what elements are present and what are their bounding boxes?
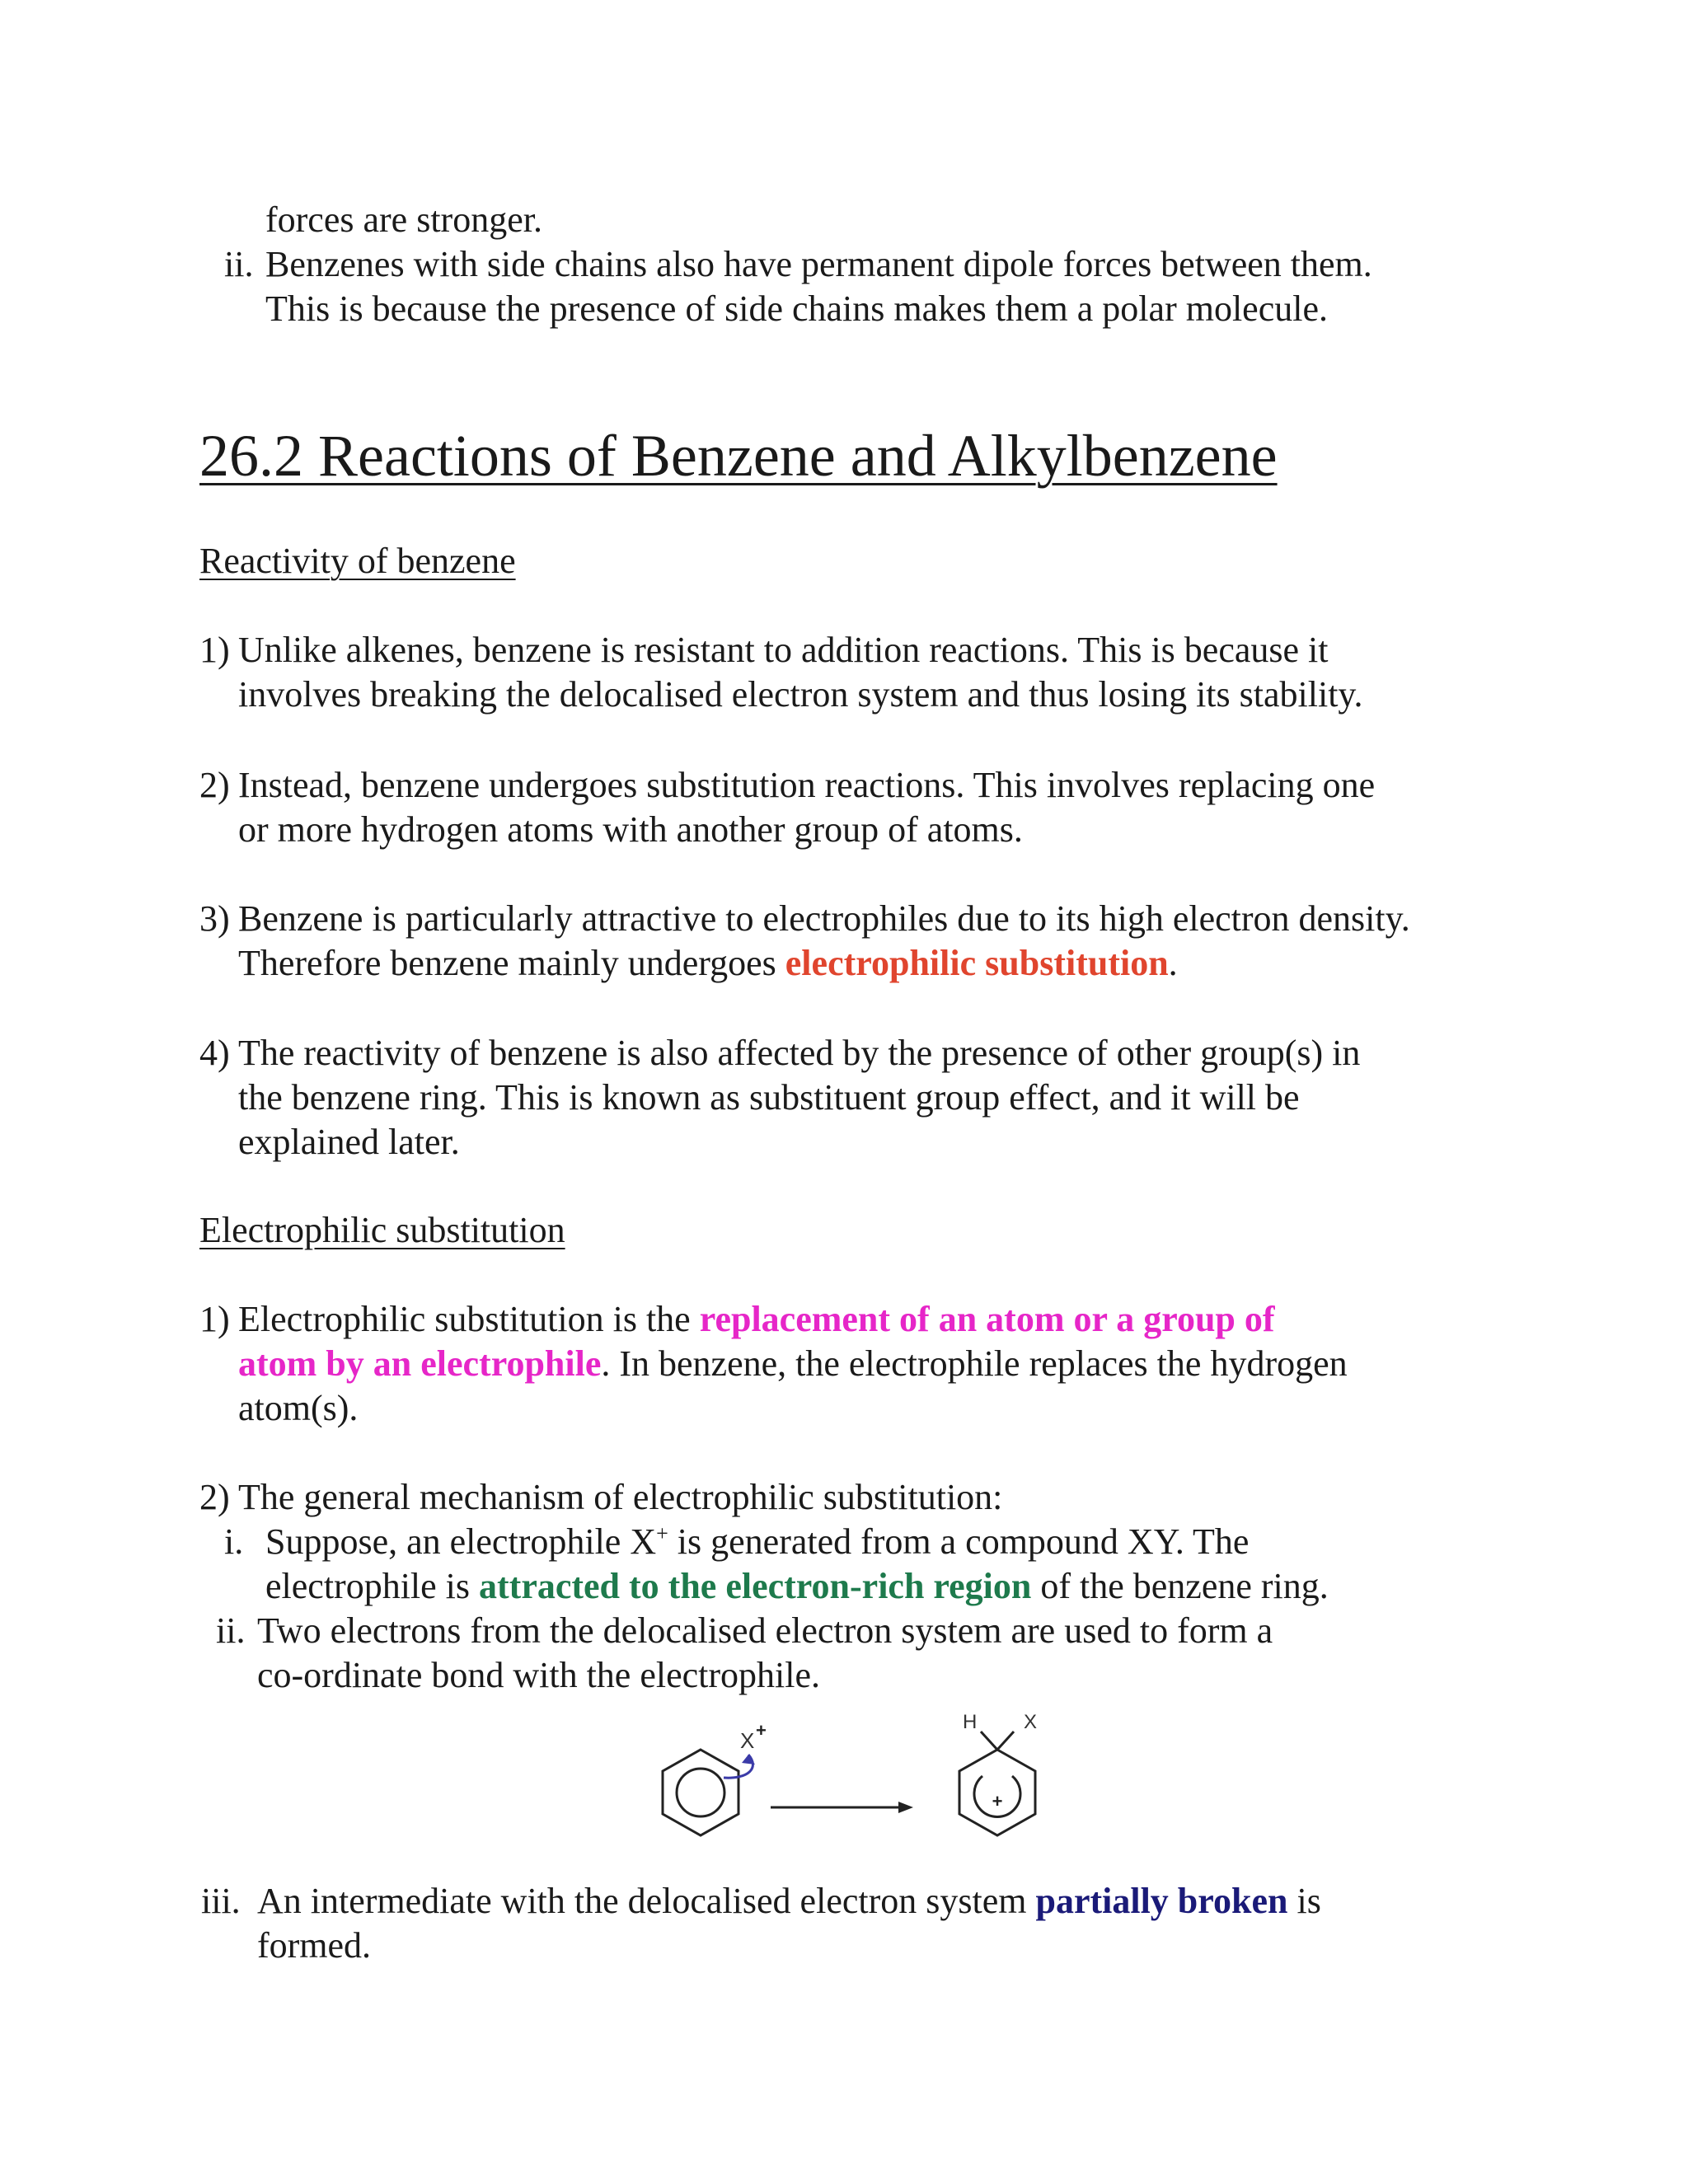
reactivity-num-2: 2): [199, 765, 230, 805]
step-iii-text-b: is: [1287, 1881, 1321, 1921]
reactivity-p3-line1: Benzene is particularly attractive to electrophiles due to its high electron density.: [238, 898, 1410, 939]
electrophilic-heading: Electrophilic substitution: [199, 1210, 565, 1250]
step-iii-line1: [257, 1879, 1321, 1924]
reactivity-p4-line3: explained later.: [238, 1122, 460, 1162]
reaction-arrow-head: [898, 1802, 913, 1813]
list-number-ii-mech: ii.: [216, 1610, 246, 1651]
continued-text: forces are stronger.: [265, 199, 542, 240]
step-i-line2-text-b: of the benzene ring.: [1031, 1566, 1329, 1606]
benzene-ring: [663, 1750, 738, 1835]
reactivity-p2-line1: Instead, benzene undergoes substitution reactions. This involves replacing one: [238, 765, 1376, 805]
reactivity-p1-line1: Unlike alkenes, benzene is resistant to addition reactions. This is because it: [238, 630, 1329, 670]
list-number-iii: iii.: [201, 1881, 241, 1921]
electrophilic-p1-text: Electrophilic substitution is the: [238, 1299, 700, 1339]
electrophile-plus: +: [756, 1720, 767, 1741]
top-ii-line2: This is because the presence of side chains makes them a polar molecule.: [265, 288, 1328, 329]
reactivity-p3-period: .: [1168, 943, 1178, 983]
step-iii-line2: formed.: [257, 1925, 372, 1966]
reactivity-heading: Reactivity of benzene: [199, 541, 516, 581]
electrophilic-num-1: 1): [199, 1299, 230, 1339]
reactivity-p2-line2: or more hydrogen atoms with another group of atoms.: [238, 809, 1023, 850]
step-i-text-b: is generated from a compound XY. The: [668, 1521, 1250, 1562]
cation-charge: +: [992, 1791, 1003, 1811]
reactivity-p4-line2: the benzene ring. This is known as substituent group effect, and it will be: [238, 1077, 1300, 1118]
bond-h: [981, 1732, 997, 1750]
list-number-i: i.: [224, 1521, 244, 1562]
step-ii-line1: Two electrons from the delocalised electron system are used to form a: [257, 1610, 1273, 1651]
electrophilic-p2-line1: The general mechanism of electrophilic substitution:: [238, 1477, 1003, 1517]
highlight-electrophilic-substitution: electrophilic substitution: [785, 943, 1169, 983]
x-label: X: [1024, 1711, 1038, 1733]
h-label: H: [963, 1711, 978, 1733]
reactivity-num-1: 1): [199, 630, 230, 670]
electrophilic-p1-line2: [238, 1342, 1348, 1386]
highlight-replacement: replacement of an atom or a group of: [699, 1299, 1275, 1339]
top-ii-line1: Benzenes with side chains also have permanent dipole forces between them.: [265, 244, 1372, 284]
electrophile-charge: +: [656, 1521, 668, 1545]
highlight-partially-broken: partially broken: [1035, 1881, 1288, 1921]
step-i-line2: [265, 1564, 1329, 1609]
highlight-by-electrophile: atom by an electrophile: [238, 1343, 602, 1384]
step-iii-text-a: An intermediate with the delocalised electron system: [257, 1881, 1036, 1921]
bond-x: [997, 1732, 1014, 1750]
step-i-line2-text-a: electrophile is: [265, 1566, 480, 1606]
electrophile-label: X: [740, 1728, 755, 1753]
delocalised-ring-circle: [677, 1769, 724, 1816]
reactivity-p4-line1: The reactivity of benzene is also affected by the presence of other group(s) in: [238, 1033, 1361, 1073]
reactivity-p1-line2: involves breaking the delocalised electron system and thus losing its stability.: [238, 674, 1363, 715]
electrophilic-p1-line2-text: . In benzene, the electrophile replaces the hydrogen: [601, 1343, 1348, 1384]
reactivity-p3-line2: [238, 941, 1178, 986]
step-ii-line2: co-ordinate bond with the electrophile.: [257, 1655, 820, 1695]
mechanism-diagram: [651, 1710, 1063, 1875]
electrophilic-p1-line1: [238, 1297, 1275, 1342]
electrophilic-p1-line3: atom(s).: [238, 1388, 359, 1428]
highlight-electron-rich: attracted to the electron-rich region: [479, 1566, 1032, 1606]
reactivity-p3-line2-text: Therefore benzene mainly undergoes: [238, 943, 785, 983]
step-i-line1: [265, 1520, 1249, 1564]
step-i-text-a: Suppose, an electrophile X: [265, 1521, 657, 1562]
reactivity-num-4: 4): [199, 1033, 230, 1073]
electrophilic-num-2: 2): [199, 1477, 230, 1517]
reactivity-num-3: 3): [199, 898, 230, 939]
list-number-ii: ii.: [224, 244, 254, 284]
section-title: 26.2 Reactions of Benzene and Alkylbenzene: [199, 423, 1278, 489]
